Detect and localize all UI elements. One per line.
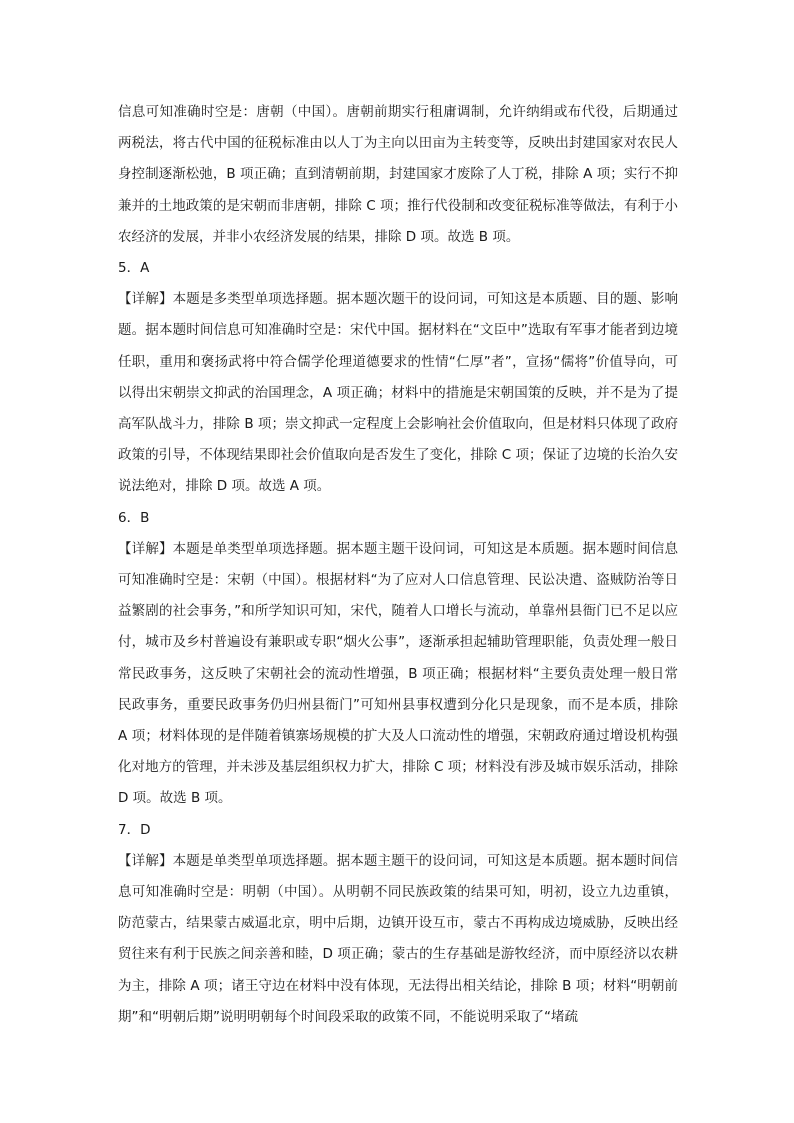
explanation-q5: 【详解】本题是多类型单项选择题。据本题次题干的设问词，可知这是本质题、目的题、影响题。据本题时间信息可知准确时空是：宋代中国。据材料在“文臣中”选取有军事才能者到边境任职，重用和褒扬武将中符合儒学伦理道德要求的性情“仁厚”者”，宣扬“儒将”价值导向，可以得出宋朝崇文抑武的治国理念，A 项正确；材料中的措施是宋朝国策的反映，并不是为了提高军队战斗力，排除 B 项；崇文抑武一定程度上会影响社会价值取向，但是材料只体现了政府政策的引导，不体现结果即社会价值取向是否发生了变化，排除 C 项；保证了边境的长治久安说法绝对，排除 D 项。故选 A 项。 [118, 291, 678, 495]
answer-q7: 7．D [118, 821, 151, 838]
answer-q5: 5．A [118, 260, 150, 277]
explanation-q7: 【详解】本题是单类型单项选择题。据本题主题干的设问词，可知这是本质题。据本题时间信息可知准确时空是：明朝（中国）。从明朝不同民族政策的结果可知，明初，设立九边重镇，防范蒙古，结果蒙古威逼北京，明中后期，边镇开设互市，蒙古不再构成边境威胁，反映出经贸往来有利于民族之间亲善和睦，D 项正确；蒙古的生存基础是游牧经济，而中原经济以农耕为主，排除 A 项；诸王守边在材料中没有体现，无法得出相关结论，排除 B 项；材料“明朝前期”和“明朝后期”说明明朝每个时间段采取的政策不同，不能说明采取了“堵疏 [118, 852, 678, 1025]
answer-q6: 6．B [118, 509, 150, 526]
answer-explanations [118, 97, 678, 1033]
explanation-q6: 【详解】本题是单类型单项选择题。据本题主题干设问词，可知这是本质题。据本题时间信息可知准确时空是：宋朝（中国）。根据材料“为了应对人口信息管理、民讼决遣、盗贼防治等日益繁剧的社会事务，”和所学知识可知，宋代，随着人口增长与流动，单靠州县衙门已不足以应付，城市及乡村普遍设有兼职或专职“烟火公事”，逐渐承担起辅助管理职能，负责处理一般日常民政事务，这反映了宋朝社会的流动性增强，B 项正确；根据材料“主要负责处理一般日常民政事务，重要民政事务仍归州县衙门”可知州县事权遭到分化只是现象，而不是本质，排除 A 项；材料体现的是伴随着镇寨场规模的扩大及人口流动性的增强，宋朝政府通过增设机构强化对地方的管理，并未涉及基层组织权力扩大，排除 C 项；材料没有涉及城市娱乐活动，排除 D 项。故选 B 项。 [118, 540, 678, 807]
explanation-q4-continued: 信息可知准确时空是：唐朝（中国）。唐朝前期实行租庸调制，允许纳绢或布代役，后期通过两税法，将古代中国的征税标准由以人丁为主向以田亩为主转变等，反映出封建国家对农民人身控制逐渐松弛，B 项正确；直到清朝前期，封建国家才废除了人丁税，排除 A 项；实行不抑兼并的土地政策的是宋朝而非唐朝，排除 C 项；推行代役制和改变征税标准等做法，有利于小农经济的发展，并非小农经济发展的结果，排除 D 项。故选 B 项。 [118, 104, 678, 245]
